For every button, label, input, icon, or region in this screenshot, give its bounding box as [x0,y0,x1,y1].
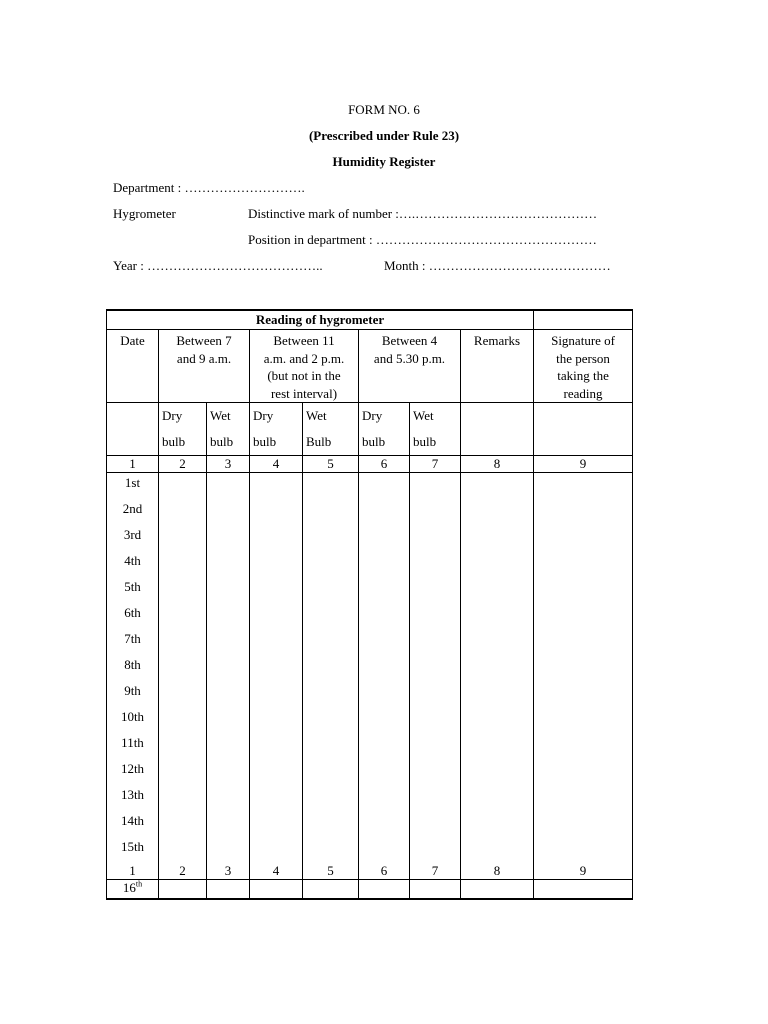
cell [159,551,207,577]
day-label: 9th [107,681,159,707]
cell [207,733,250,759]
cell [159,880,207,900]
cell [410,551,461,577]
column-number: 4 [250,456,303,473]
table-subheader-row [107,403,633,456]
column-number: 8 [461,456,534,473]
table-row [107,655,633,681]
cell [410,525,461,551]
cell [410,759,461,785]
day-label-16th: 16th [107,880,159,900]
cell [359,733,410,759]
header-date: Date [107,330,159,403]
header-remarks: Remarks [461,330,534,403]
day-label: 12th [107,759,159,785]
sub-blank-date [107,403,159,456]
table-row [107,499,633,525]
cell [250,577,303,603]
day-label: 3rd [107,525,159,551]
position-field: Position in department : …………………………………………… [248,232,597,247]
cell [250,837,303,863]
cell [303,880,359,900]
cell [410,707,461,733]
cell [250,811,303,837]
cell [534,551,633,577]
table-row [107,837,633,863]
day-label: 8th [107,655,159,681]
cell [207,577,250,603]
cell [461,629,534,655]
cell [461,551,534,577]
cell [159,837,207,863]
header-between-4: Between 4 and 5.30 p.m. [359,330,461,403]
column-number: 2 [159,863,207,880]
cell [159,603,207,629]
table-row [107,733,633,759]
cell [534,655,633,681]
column-number: 5 [303,863,359,880]
table-row [107,785,633,811]
form-number: FORM NO. 6 [348,102,420,117]
cell [250,525,303,551]
humidity-register-table [106,309,633,900]
cell [461,473,534,500]
cell [359,837,410,863]
column-number: 1 [107,456,159,473]
day-label: 14th [107,811,159,837]
cell [534,525,633,551]
day-label: 1st [107,473,159,500]
cell [303,629,359,655]
cell [461,655,534,681]
cell [303,681,359,707]
hygrometer-label: Hygrometer [113,206,176,221]
column-number: 9 [534,863,633,880]
table-row [107,759,633,785]
cell [303,785,359,811]
sub-dry-2: Dry bulb [250,403,303,456]
cell [410,880,461,900]
cell [250,707,303,733]
column-number: 1 [107,863,159,880]
sub-dry-1: Dry bulb [159,403,207,456]
cell [159,733,207,759]
sub-wet-2: Wet Bulb [303,403,359,456]
cell [461,785,534,811]
cell [359,629,410,655]
cell [207,837,250,863]
cell [207,759,250,785]
cell [359,525,410,551]
cell [250,629,303,655]
day-label: 5th [107,577,159,603]
cell [359,707,410,733]
header-between-11: Between 11 a.m. and 2 p.m. (but not in the rest interval) [250,330,359,403]
sub-wet-3: Wet bulb [410,403,461,456]
cell [359,681,410,707]
cell [159,499,207,525]
table-row [107,603,633,629]
prescribed-rule: (Prescribed under Rule 23) [308,128,460,143]
cell [207,629,250,655]
cell [410,811,461,837]
cell [359,473,410,500]
cell [461,811,534,837]
cell [534,707,633,733]
cell [534,629,633,655]
cell [461,837,534,863]
cell [303,707,359,733]
cell [359,785,410,811]
table-row [107,577,633,603]
cell [207,707,250,733]
cell [410,733,461,759]
cell [410,499,461,525]
cell [250,551,303,577]
cell [159,577,207,603]
cell [534,733,633,759]
cell [303,603,359,629]
day-label: 13th [107,785,159,811]
table-row [107,551,633,577]
table-header-row [107,330,633,403]
cell [534,759,633,785]
day-label: 11th [107,733,159,759]
cell [461,880,534,900]
cell [159,629,207,655]
cell [207,525,250,551]
cell [359,577,410,603]
cell [159,811,207,837]
cell [303,551,359,577]
cell [461,707,534,733]
cell [303,655,359,681]
cell [359,551,410,577]
cell [159,525,207,551]
cell [250,603,303,629]
cell [207,551,250,577]
sub-dry-3: Dry bulb [359,403,410,456]
cell [534,837,633,863]
table-row [107,473,633,500]
cell [303,525,359,551]
sub-blank-remarks [461,403,534,456]
cell [461,603,534,629]
cell [207,811,250,837]
column-number: 8 [461,863,534,880]
cell [461,759,534,785]
table-row [107,681,633,707]
cell [534,811,633,837]
distinctive-mark-field: Distinctive mark of number :….…………………………………… [248,206,598,221]
cell [410,473,461,500]
cell [250,655,303,681]
cell [159,655,207,681]
sub-wet-1: Wet bulb [207,403,250,456]
cell [534,603,633,629]
cell [250,759,303,785]
cell [461,681,534,707]
column-number: 6 [359,456,410,473]
day-label: 15th [107,837,159,863]
cell [359,603,410,629]
cell [359,811,410,837]
day-label: 2nd [107,499,159,525]
table-row-16th [107,880,633,900]
day-label: 7th [107,629,159,655]
cell [159,707,207,733]
cell [359,499,410,525]
cell [207,880,250,900]
cell [303,811,359,837]
table-title-row [107,310,633,330]
cell [250,880,303,900]
cell [159,759,207,785]
column-number: 3 [207,456,250,473]
cell [250,733,303,759]
cell [303,577,359,603]
table-row [107,707,633,733]
cell [303,733,359,759]
cell [534,880,633,900]
column-number: 2 [159,456,207,473]
column-number-row-repeat [107,863,633,880]
header-between-7: Between 7 and 9 a.m. [159,330,250,403]
column-number: 5 [303,456,359,473]
day-label: 10th [107,707,159,733]
cell [534,681,633,707]
table-row [107,525,633,551]
cell [250,473,303,500]
sub-blank-signature [534,403,633,456]
cell [207,603,250,629]
cell [410,785,461,811]
cell [534,577,633,603]
year-field: Year : ………………………………….. [113,258,323,273]
cell [410,603,461,629]
register-title: Humidity Register [332,154,436,169]
cell [410,577,461,603]
cell [250,785,303,811]
table-title: Reading of hygrometer [107,310,534,330]
cell [207,473,250,500]
cell [207,499,250,525]
table-title-blank [534,310,633,330]
header-signature: Signature of the person taking the reading [534,330,633,403]
cell [410,837,461,863]
cell [359,655,410,681]
column-number: 7 [410,456,461,473]
day-label: 4th [107,551,159,577]
day-label: 6th [107,603,159,629]
cell [303,837,359,863]
cell [207,681,250,707]
cell [534,499,633,525]
cell [534,785,633,811]
column-number-row [107,456,633,473]
cell [250,681,303,707]
cell [359,880,410,900]
cell [534,473,633,500]
cell [410,629,461,655]
cell [207,655,250,681]
department-field: Department : ………………………. [113,180,305,195]
table-row [107,811,633,837]
cell [461,733,534,759]
cell [303,499,359,525]
column-number: 7 [410,863,461,880]
cell [461,577,534,603]
month-field: Month : …………………………………… [384,258,611,273]
cell [410,655,461,681]
cell [159,681,207,707]
cell [303,473,359,500]
column-number: 3 [207,863,250,880]
column-number: 6 [359,863,410,880]
cell [410,681,461,707]
column-number: 9 [534,456,633,473]
column-number: 4 [250,863,303,880]
cell [303,759,359,785]
cell [207,785,250,811]
cell [159,473,207,500]
cell [159,785,207,811]
cell [461,499,534,525]
table-row [107,629,633,655]
cell [461,525,534,551]
cell [359,759,410,785]
cell [250,499,303,525]
